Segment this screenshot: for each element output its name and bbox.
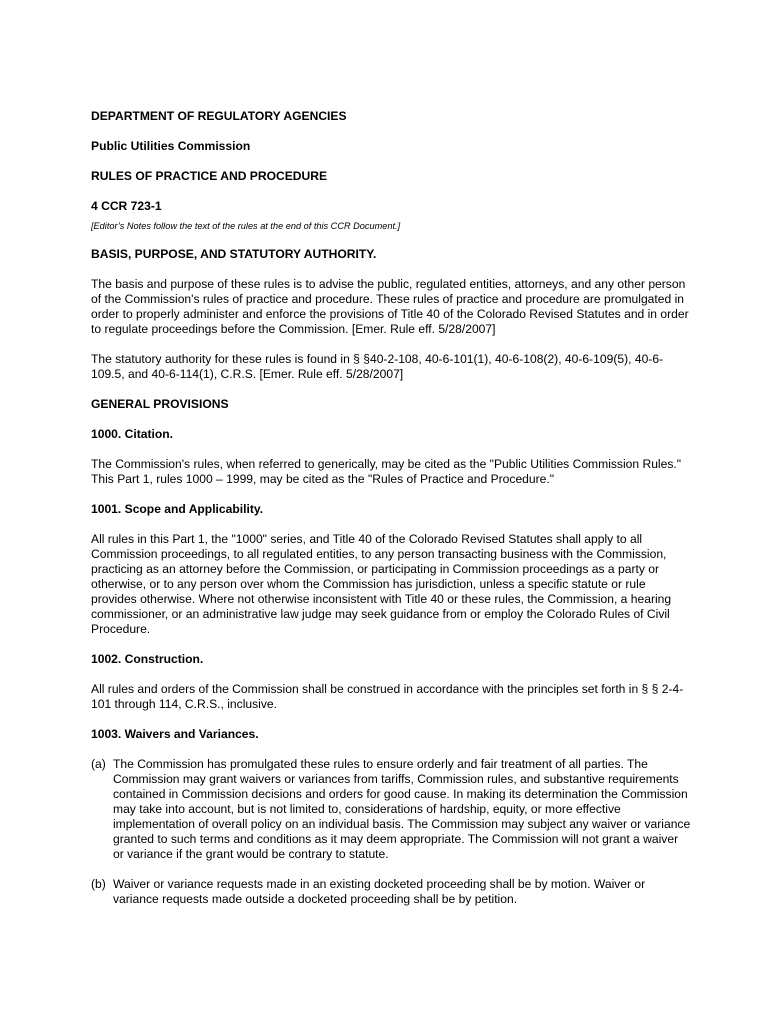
rule-1003-item-b	[91, 877, 691, 907]
item-a-label: (a)	[91, 757, 106, 771]
rule-1001-text: All rules in this Part 1, the "1000" series, and Title 40 of the Colorado Revised Statutes shall apply to all Commission proceedings, to all regulated entities, to any person transacting business with the Commission, practicing as an attorney before the Commission, or participating in Commission proceedings as a party or otherwise, or to any person over whom the Commission has jurisdiction, unless a specific statute or rule provides otherwise. Where not otherwise inconsistent with Title 40 or these rules, the Commission, a hearing commissioner, or an administrative law judge may seek guidance from or employ the Colorado Rules of Civil Procedure.	[91, 532, 672, 636]
department-heading: DEPARTMENT OF REGULATORY AGENCIES	[91, 109, 347, 123]
rule-1000-heading: 1000. Citation.	[91, 427, 173, 441]
item-b-text: Waiver or variance requests made in an existing docketed proceeding shall be by motion. Waiver or variance requests made outside a docketed proceeding shall be by petition.	[113, 877, 646, 906]
rule-1000-text: The Commission's rules, when referred to generically, may be cited as the "Public Utilities Commission Rules." This Part 1, rules 1000 – 1999, may be cited as the "Rules of Practice and Procedure."	[91, 457, 682, 486]
general-provisions-heading: GENERAL PROVISIONS	[91, 397, 229, 411]
rule-1002-text: All rules and orders of the Commission shall be construed in accordance with the principles set forth in § § 2-4-101 through 114, C.R.S., inclusive.	[91, 682, 684, 711]
editor-note: [Editor’s Notes follow the text of the rules at the end of this CCR Document.]	[91, 221, 401, 231]
rule-1001-heading: 1001. Scope and Applicability.	[91, 502, 264, 516]
rule-1003-item-a	[91, 757, 691, 862]
rule-1003-heading: 1003. Waivers and Variances.	[91, 727, 259, 741]
item-b-label: (b)	[91, 877, 106, 891]
document-body	[91, 109, 691, 907]
agency-heading: Public Utilities Commission	[91, 139, 251, 153]
ccr-number: 4 CCR 723-1	[91, 199, 162, 213]
rule-1002-heading: 1002. Construction.	[91, 652, 204, 666]
basis-paragraph-2: The statutory authority for these rules is found in § §40-2-108, 40-6-101(1), 40-6-108(2), 40-6-109(5), 40-6-109.5, and 40-6-114(1), C.R.S. [Emer. Rule eff. 5/28/2007]	[91, 352, 664, 381]
item-a-text: The Commission has promulgated these rules to ensure orderly and fair treatment of all parties. The Commission may grant waivers or variances from tariffs, Commission rules, and substantive requirements contained in Commission decisions and orders for good cause. In making its determination the Commission may take into account, but is not limited to, considerations of hardship, equity, or more effective implementation of overall policy on an individual basis. The Commission may subject any waiver or variance granted to such terms and conditions as it may deem appropriate. The Commission will not grant a waiver or variance if the grant would be contrary to statute.	[113, 757, 691, 861]
document-title: RULES OF PRACTICE AND PROCEDURE	[91, 169, 328, 183]
basis-heading: BASIS, PURPOSE, AND STATUTORY AUTHORITY.	[91, 247, 377, 261]
basis-paragraph-1: The basis and purpose of these rules is to advise the public, regulated entities, attorneys, and any other person of the Commission's rules of practice and procedure. These rules of practice and procedure are promulgated in order to properly administer and enforce the provisions of Title 40 of the Colorado Revised Statutes and in order to regulate proceedings before the Commission. [Emer. Rule eff. 5/28/2007]	[91, 277, 689, 336]
